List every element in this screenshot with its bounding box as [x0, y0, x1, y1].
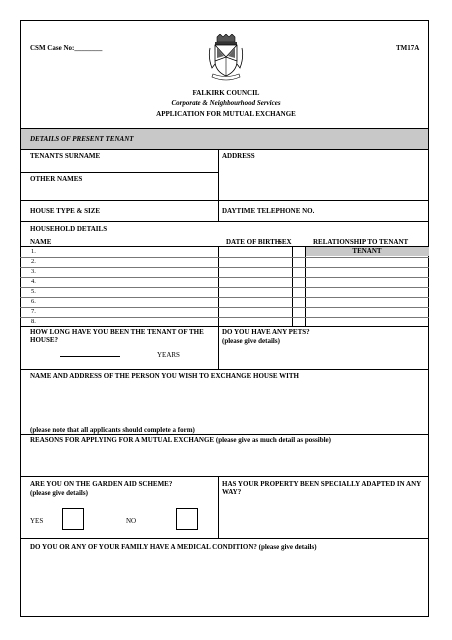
household-title: HOUSEHOLD DETAILS: [30, 225, 108, 233]
col-sex: SEX: [278, 238, 292, 246]
daytime-phone-label: DAYTIME TELEPHONE NO.: [222, 207, 315, 215]
household-row-2: 2.: [31, 258, 36, 265]
years-line: [60, 356, 120, 357]
reasons-question: REASONS FOR APPLYING FOR A MUTUAL EXCHANGE (please give as much detail as possible): [30, 436, 331, 444]
address-label: ADDRESS: [222, 152, 255, 160]
exchange-question: NAME AND ADDRESS OF THE PERSON YOU WISH TO EXCHANGE HOUSE WITH: [30, 372, 299, 380]
form-code: TM17A: [396, 44, 420, 52]
yes-label: YES: [30, 517, 44, 525]
tenant-label: TENANT: [352, 247, 382, 255]
house-type-label: HOUSE TYPE & SIZE: [30, 207, 101, 215]
col-relationship: RELATIONSHIP TO TENANT: [313, 238, 409, 246]
household-row-7: 7.: [31, 308, 36, 315]
no-checkbox[interactable]: [176, 508, 198, 530]
years-label: YEARS: [157, 351, 180, 359]
medical-question: DO YOU OR ANY OF YOUR FAMILY HAVE A MEDICAL CONDITION? (please give details): [30, 543, 317, 551]
household-row-4: 4.: [31, 278, 36, 285]
no-label: NO: [126, 517, 137, 525]
surname-label: TENANTS SURNAME: [30, 152, 101, 160]
council-name: FALKIRK COUNCIL: [192, 89, 260, 97]
adapted-question: HAS YOUR PROPERTY BEEN SPECIALLY ADAPTED IN ANY WAY?: [222, 480, 421, 496]
pets-note: (please give details): [222, 337, 280, 345]
household-row-8: 8.: [31, 318, 36, 325]
tenancy-question: HOW LONG HAVE YOU BEEN THE TENANT OF THE HOUSE?: [30, 328, 204, 344]
household-row-5: 5.: [31, 288, 36, 295]
pets-question: DO YOU HAVE ANY PETS?: [222, 328, 310, 336]
household-row-1: 1.: [31, 248, 36, 255]
department-name: Corporate & Neighbourhood Services: [171, 99, 281, 107]
yes-checkbox[interactable]: [62, 508, 84, 530]
case-number-label: CSM Case No:________: [30, 44, 103, 52]
council-crest-icon: [208, 34, 244, 82]
col-name: NAME: [30, 238, 52, 246]
form-title: APPLICATION FOR MUTUAL EXCHANGE: [156, 110, 296, 118]
exchange-note: (please note that all applicants should complete a form): [30, 426, 195, 434]
other-names-label: OTHER NAMES: [30, 175, 83, 183]
household-row-3: 3.: [31, 268, 36, 275]
garden-aid-question: ARE YOU ON THE GARDEN AID SCHEME?: [30, 480, 173, 488]
garden-aid-note: (please give details): [30, 489, 88, 497]
section-title: DETAILS OF PRESENT TENANT: [30, 135, 134, 143]
household-row-6: 6.: [31, 298, 36, 305]
col-dob: DATE OF BIRTH: [226, 238, 281, 246]
